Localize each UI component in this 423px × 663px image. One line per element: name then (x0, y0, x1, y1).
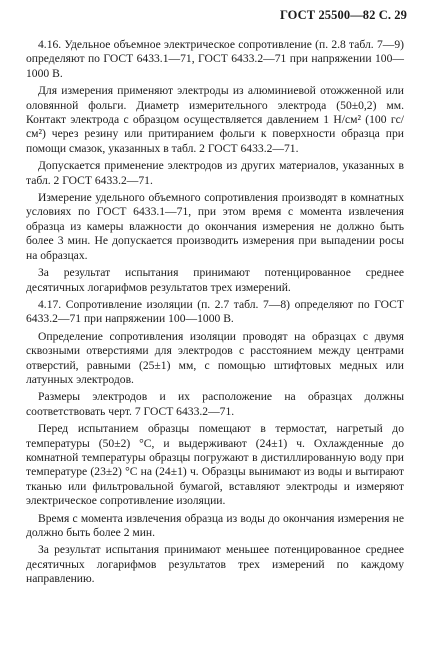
paragraph-result: За результат испытания принимают потенцированное среднее десятичных логарифмов результатов трех измерений. (26, 266, 404, 294)
paragraph-electrodes: Для измерения применяют электроды из алюминиевой отожженной или оловянной фольги. Диаметр измерительного электрода (50±0,2) мм. Контакт электрода с образцом осуществляется давлением 1 Н/см² (100 гс/см²) через резину или притиранием фольги к поверхности образца при помощи смазок, указанных в табл. 2 ГОСТ 6433.2—71. (26, 84, 404, 155)
paragraph-measurement: Измерение удельного объемного сопротивления производят в комнатных условиях по ГОСТ 6433.1—71, при этом время с момента извлечения образца из камеры влажности до окончания измерения не должно быть более 3 мин. Не допускается производить измерения при выпадении росы на образцах. (26, 191, 404, 262)
paragraph-electrode-dimensions: Размеры электродов и их расположение на образцах должны соответствовать черт. 7 ГОСТ 6433.2—71. (26, 390, 404, 418)
document-body (26, 38, 404, 590)
paragraph-other-materials: Допускается применение электродов из других материалов, указанных в табл. 2 ГОСТ 6433.2—71. (26, 159, 404, 187)
paragraph-time-limit: Время с момента извлечения образца из воды до окончания измерения не должно быть более 2 мин. (26, 511, 404, 539)
paragraph-4-16: 4.16. Удельное объемное электрическое сопротивление (п. 2.8 табл. 7—9) определяют по ГОСТ 6433.1—71, ГОСТ 6433.2—71 при напряжении 100—1000 В. (26, 38, 404, 80)
paragraph-4-17: 4.17. Сопротивление изоляции (п. 2.7 табл. 7—8) определяют по ГОСТ 6433.2—71 при напряжении 100—1000 В. (26, 297, 404, 326)
page-header: ГОСТ 25500—82 С. 29 (279, 8, 407, 22)
paragraph-thermostat: Перед испытанием образцы помещают в термостат, нагретый до температуры (50±2) °С, и выдерживают (24±1) ч. Охлажденные до комнатной температуры образцы погружают в дистиллированную воду при температуре (23±2) °С на (24±1) ч. Образцы вынимают из воды и вытирают тканью или фильтровальной бумагой, вставляют электроды и измеряют электрическое сопротивление изоляции. (26, 422, 404, 508)
paragraph-insulation-method: Определение сопротивления изоляции проводят на образцах с двумя сквозными отверстиями для электродов с расстоянием между центрами отверстий, равными (25±1) мм, с помощью штифтовых медных или латунных электродов. (26, 329, 404, 386)
paragraph-final-result: За результат испытания принимают меньшее потенцированное среднее десятичных логарифмов результатов трех измерений по каждому направлению. (26, 543, 404, 586)
